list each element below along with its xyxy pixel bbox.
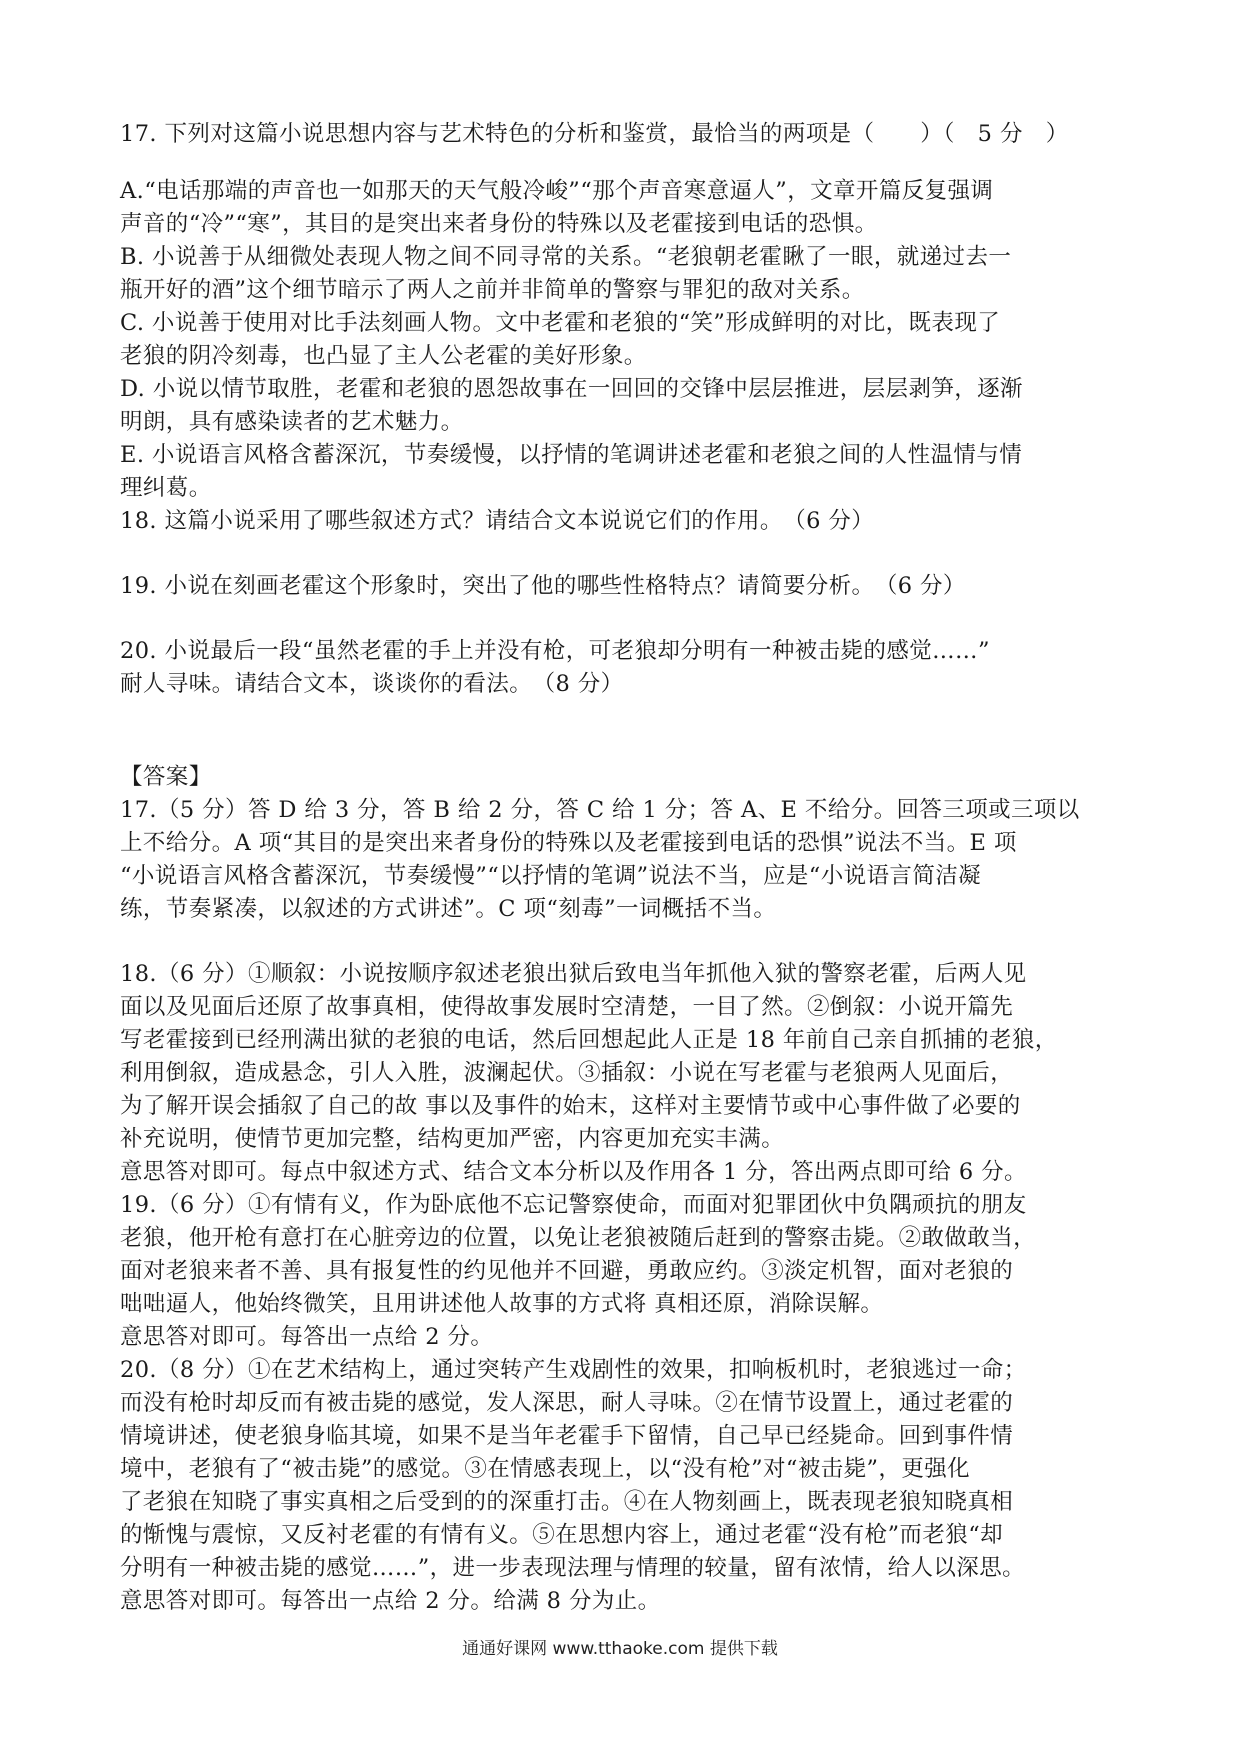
q20-stem-line-2: 耐人寻味。请结合文本，谈谈你的看法。 （8 分） [120,671,624,697]
answer-20-line-2: 而没有枪时却反而有被击毙的感觉，发人深思，耐人寻味。②在情节设置上，通过老霍的 [120,1390,1014,1416]
q17-option-a-line-2: 声音的“冷”“寒”，其目的是突出来者身份的特殊以及老霍接到电话的恐惧。 [120,211,878,237]
answer-17-line-1: 17.（5 分）答 D 给 3 分，答 B 给 2 分，答 C 给 1 分；答 A、E 不给分。回答三项或三项以 [120,797,1080,823]
q17-option-d-line-2: 明朗，具有感染读者的艺术魅力。 [120,409,464,435]
answer-19-line-3: 面对老狼来者不善、具有报复性的约见他并不回避，勇敢应约。③淡定机智，面对老狼的 [120,1258,1014,1284]
q17-option-e-line-2: 理纠葛。 [120,475,212,501]
document-body [120,118,1120,1618]
answer-18-line-6: 补充说明，使情节更加完整，结构更加严密，内容更加充实丰满。 [120,1126,785,1152]
q17-option-d-line-1: D. 小说以情节取胜，老霍和老狼的恩怨故事在一回回的交锋中层层推进，层层剥笋，逐渐 [120,376,1023,402]
answer-19-line-1: 19.（6 分）①有情有义，作为卧底他不忘记警察使命，而面对犯罪团伙中负隅顽抗的朋友 [120,1192,1027,1218]
answer-20-line-7: 分明有一种被击毙的感觉……”，进一步表现法理与情理的较量，留有浓情，给人以深思。 [120,1555,1026,1581]
answer-19-line-2: 老狼，他开枪有意打在心脏旁边的位置，以免让老狼被随后赶到的警察击毙。②敢做敢当， [120,1225,1037,1251]
answer-18-line-4: 利用倒叙，造成悬念，引人入胜，波澜起伏。③插叙：小说在写老霍与老狼两人见面后， [120,1060,1014,1086]
q20-stem-line-1: 20. 小说最后一段“虽然老霍的手上并没有枪，可老狼却分明有一种被击毙的感觉……” [120,638,990,664]
answer-17-line-4: 练，节奏紧凑，以叙述的方式讲述”。C 项“刻毒”一词概括不当。 [120,896,777,922]
answer-18-line-5: 为了解开误会插叙了自己的故 事以及事件的始末，这样对主要情节或中心事件做了必要的 [120,1093,1021,1119]
answers-heading: 【答案】 [120,764,212,790]
answer-17-line-3: “小说语言风格含蓄深沉，节奏缓慢”“以抒情的笔调”说法不当，应是“小说语言简洁凝 [120,863,982,889]
q17-option-e-line-1: E. 小说语言风格含蓄深沉，节奏缓慢，以抒情的笔调讲述老霍和老狼之间的人性温情与情 [120,442,1023,468]
q18-stem: 18. 这篇小说采用了哪些叙述方式？请结合文本说说它们的作用。 （6 分） [120,508,875,534]
answer-20-line-4: 境中，老狼有了“被击毙”的感觉。③在情感表现上，以“没有枪”对“被击毙”，更强化 [120,1456,971,1482]
q17-option-b-line-2: 瓶开好的酒”这个细节暗示了两人之前并非简单的警察与罪犯的敌对关系。 [120,277,865,303]
q17-option-b-line-1: B. 小说善于从细微处表现人物之间不同寻常的关系。“老狼朝老霍瞅了一眼，就递过去一 [120,244,1012,270]
answer-18-line-1: 18.（6 分）①顺叙：小说按顺序叙述老狼出狱后致电当年抓他入狱的警察老霍，后两人见 [120,961,1027,987]
answer-20-line-5: 了老狼在知晓了事实真相之后受到的的深重打击。④在人物刻画上，既表现老狼知晓真相 [120,1489,1014,1515]
answer-20-line-6: 的惭愧与震惊，又反衬老霍的有情有义。⑤在思想内容上，通过老霍“没有枪”而老狼“却 [120,1522,1004,1548]
page-footer: 通通好课网 www.tthaoke.com 提供下载 [462,1639,778,1659]
answer-18-line-7: 意思答对即可。每点中叙述方式、结合文本分析以及作用各 1 分，答出两点即可给 6 分。 [120,1159,1027,1185]
answer-20-line-1: 20.（8 分）①在艺术结构上，通过突转产生戏剧性的效果，扣响板机时，老狼逃过一命； [120,1357,1027,1383]
q17-option-a-line-1: A.“电话那端的声音也一如那天的天气般冷峻”“那个声音寒意逼人”，文章开篇反复强调 [120,178,994,204]
answer-20-line-3: 情境讲述，使老狼身临其境，如果不是当年老霍手下留情，自己早已经毙命。回到事件情 [120,1423,1014,1449]
answer-17-line-2: 上不给分。A 项“其目的是突出来者身份的特殊以及老霍接到电话的恐惧”说法不当。E 项 [120,830,1017,856]
answer-19-line-5: 意思答对即可。每答出一点给 2 分。 [120,1324,494,1350]
answer-18-line-2: 面以及见面后还原了故事真相，使得故事发展时空清楚，一目了然。②倒叙：小说开篇先 [120,994,1014,1020]
q17-option-c-line-2: 老狼的阴冷刻毒，也凸显了主人公老霍的美好形象。 [120,343,647,369]
q19-stem: 19. 小说在刻画老霍这个形象时，突出了他的哪些性格特点？请简要分析。 （6 分） [120,573,966,599]
q17-stem: 17. 下列对这篇小说思想内容与艺术特色的分析和鉴赏，最恰当的两项是（ ）（ 5 分 ） [120,121,1069,147]
answer-18-line-3: 写老霍接到已经刑满出狱的老狼的电话，然后回想起此人正是 18 年前自己亲自抓捕的老狼， [120,1027,1058,1053]
answer-19-line-4: 咄咄逼人，他始终微笑，且用讲述他人故事的方式将 真相还原，消除误解。 [120,1291,884,1317]
answer-20-line-8: 意思答对即可。每答出一点给 2 分。给满 8 分为止。 [120,1588,661,1614]
q17-option-c-line-1: C. 小说善于使用对比手法刻画人物。文中老霍和老狼的“笑”形成鲜明的对比，既表现了 [120,310,1001,336]
